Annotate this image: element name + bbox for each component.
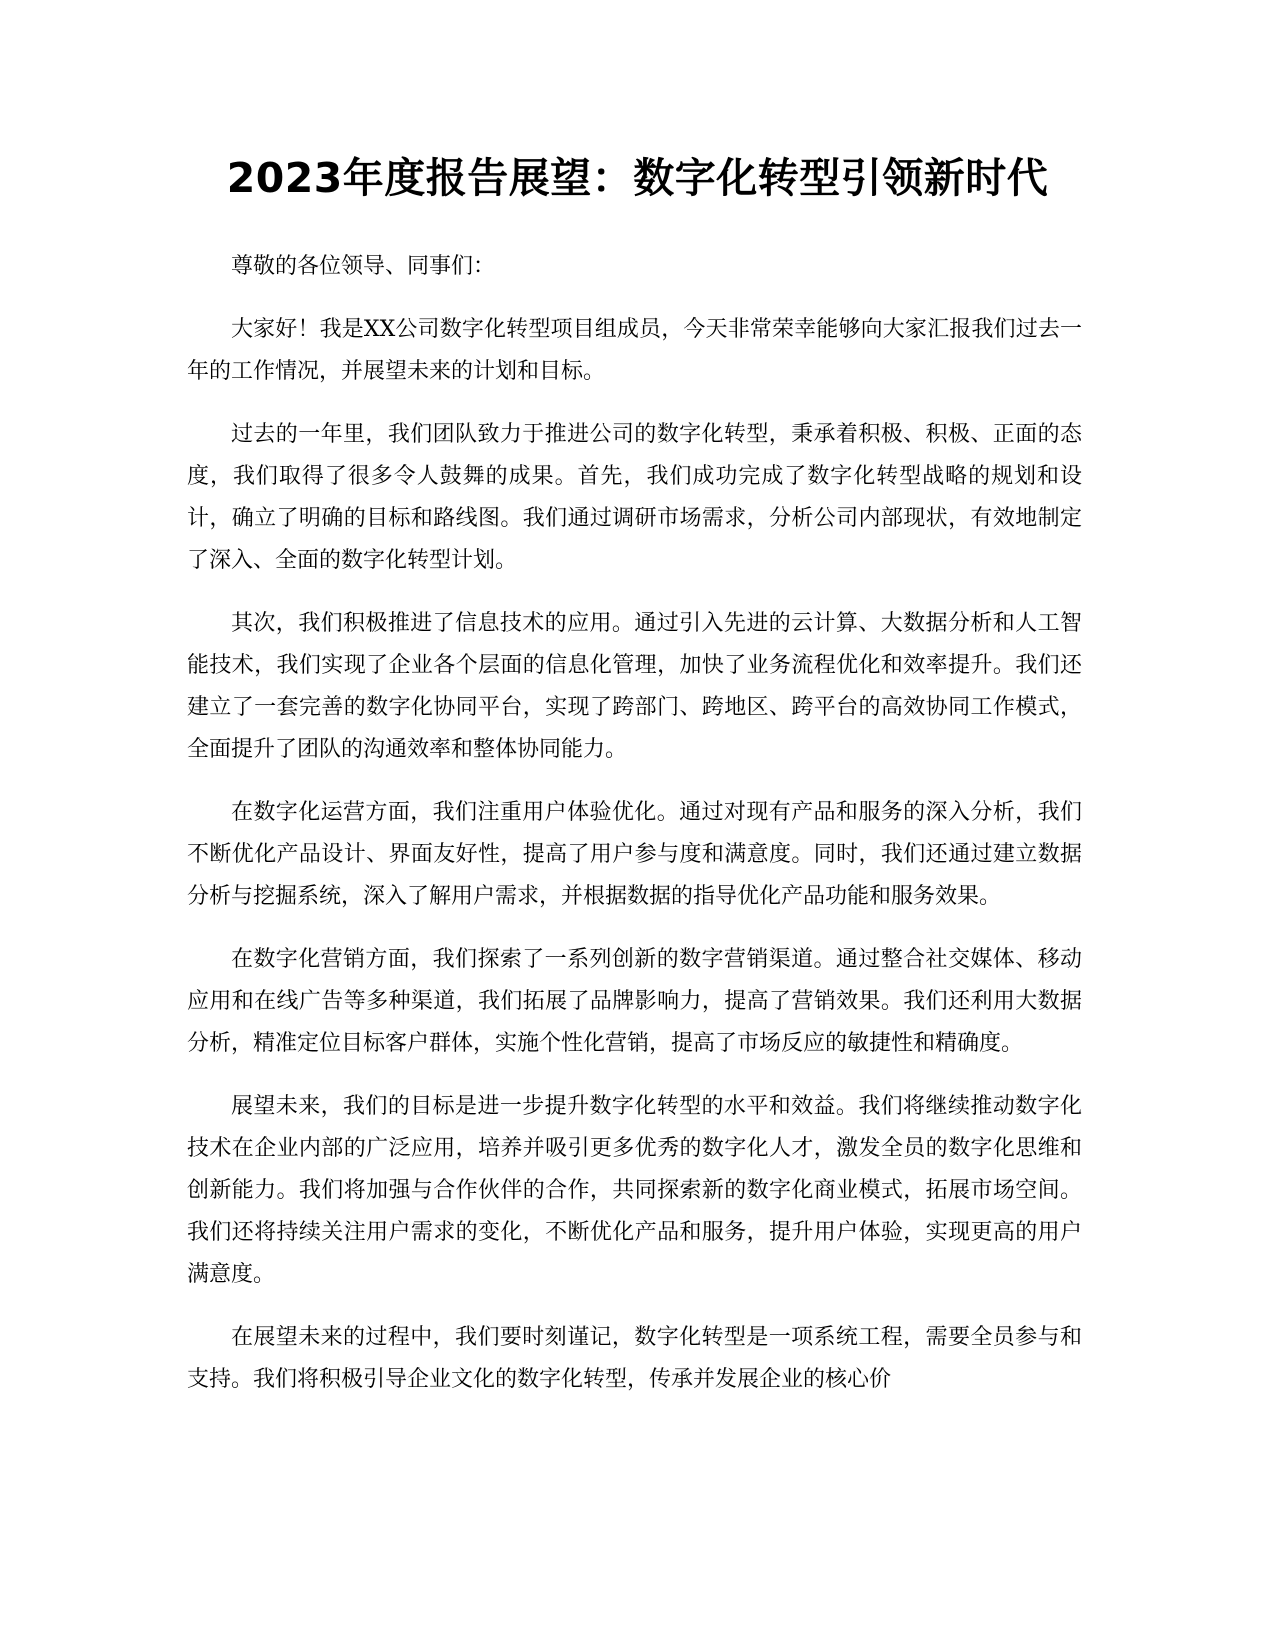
paragraph-digital-operations: 在数字化运营方面，我们注重用户体验优化。通过对现有产品和服务的深入分析，我们不断优化产品设计、界面友好性，提高了用户参与度和满意度。同时，我们还通过建立数据分析与挖掘系统，深入了解用户需求，并根据数据的指导优化产品功能和服务效果。 bbox=[187, 800, 1082, 909]
paragraph-system-engineering: 在展望未来的过程中，我们要时刻谨记，数字化转型是一项系统工程，需要全员参与和支持。我们将积极引导企业文化的数字化转型，传承并发展企业的核心价 bbox=[187, 1325, 1082, 1392]
paragraph-future-outlook: 展望未来，我们的目标是进一步提升数字化转型的水平和效益。我们将继续推动数字化技术在企业内部的广泛应用，培养并吸引更多优秀的数字化人才，激发全员的数字化思维和创新能力。我们将加强与合作伙伴的合作，共同探索新的数字化商业模式，拓展市场空间。我们还将持续关注用户需求的变化，不断优化产品和服务，提升用户体验，实现更高的用户满意度。 bbox=[187, 1094, 1082, 1287]
paragraph-digital-marketing: 在数字化营销方面，我们探索了一系列创新的数字营销渠道。通过整合社交媒体、移动应用和在线广告等多种渠道，我们拓展了品牌影响力，提高了营销效果。我们还利用大数据分析，精准定位目标客户群体，实施个性化营销，提高了市场反应的敏捷性和精确度。 bbox=[187, 947, 1082, 1056]
document-body bbox=[187, 246, 1082, 1422]
paragraph-it-application: 其次，我们积极推进了信息技术的应用。通过引入先进的云计算、大数据分析和人工智能技术，我们实现了企业各个层面的信息化管理，加快了业务流程优化和效率提升。我们还建立了一套完善的数字化协同平台，实现了跨部门、跨地区、跨平台的高效协同工作模式，全面提升了团队的沟通效率和整体协同能力。 bbox=[187, 611, 1082, 762]
document-title: 2023年度报告展望：数字化转型引领新时代 bbox=[226, 154, 1049, 202]
paragraph-past-year: 过去的一年里，我们团队致力于推进公司的数字化转型，秉承着积极、积极、正面的态度，我们取得了很多令人鼓舞的成果。首先，我们成功完成了数字化转型战略的规划和设计，确立了明确的目标和路线图。我们通过调研市场需求，分析公司内部现状，有效地制定了深入、全面的数字化转型计划。 bbox=[187, 422, 1082, 573]
paragraph-greeting: 大家好！我是XX公司数字化转型项目组成员，今天非常荣幸能够向大家汇报我们过去一年的工作情况，并展望未来的计划和目标。 bbox=[187, 317, 1082, 384]
paragraph-salutation: 尊敬的各位领导、同事们： bbox=[231, 254, 496, 279]
